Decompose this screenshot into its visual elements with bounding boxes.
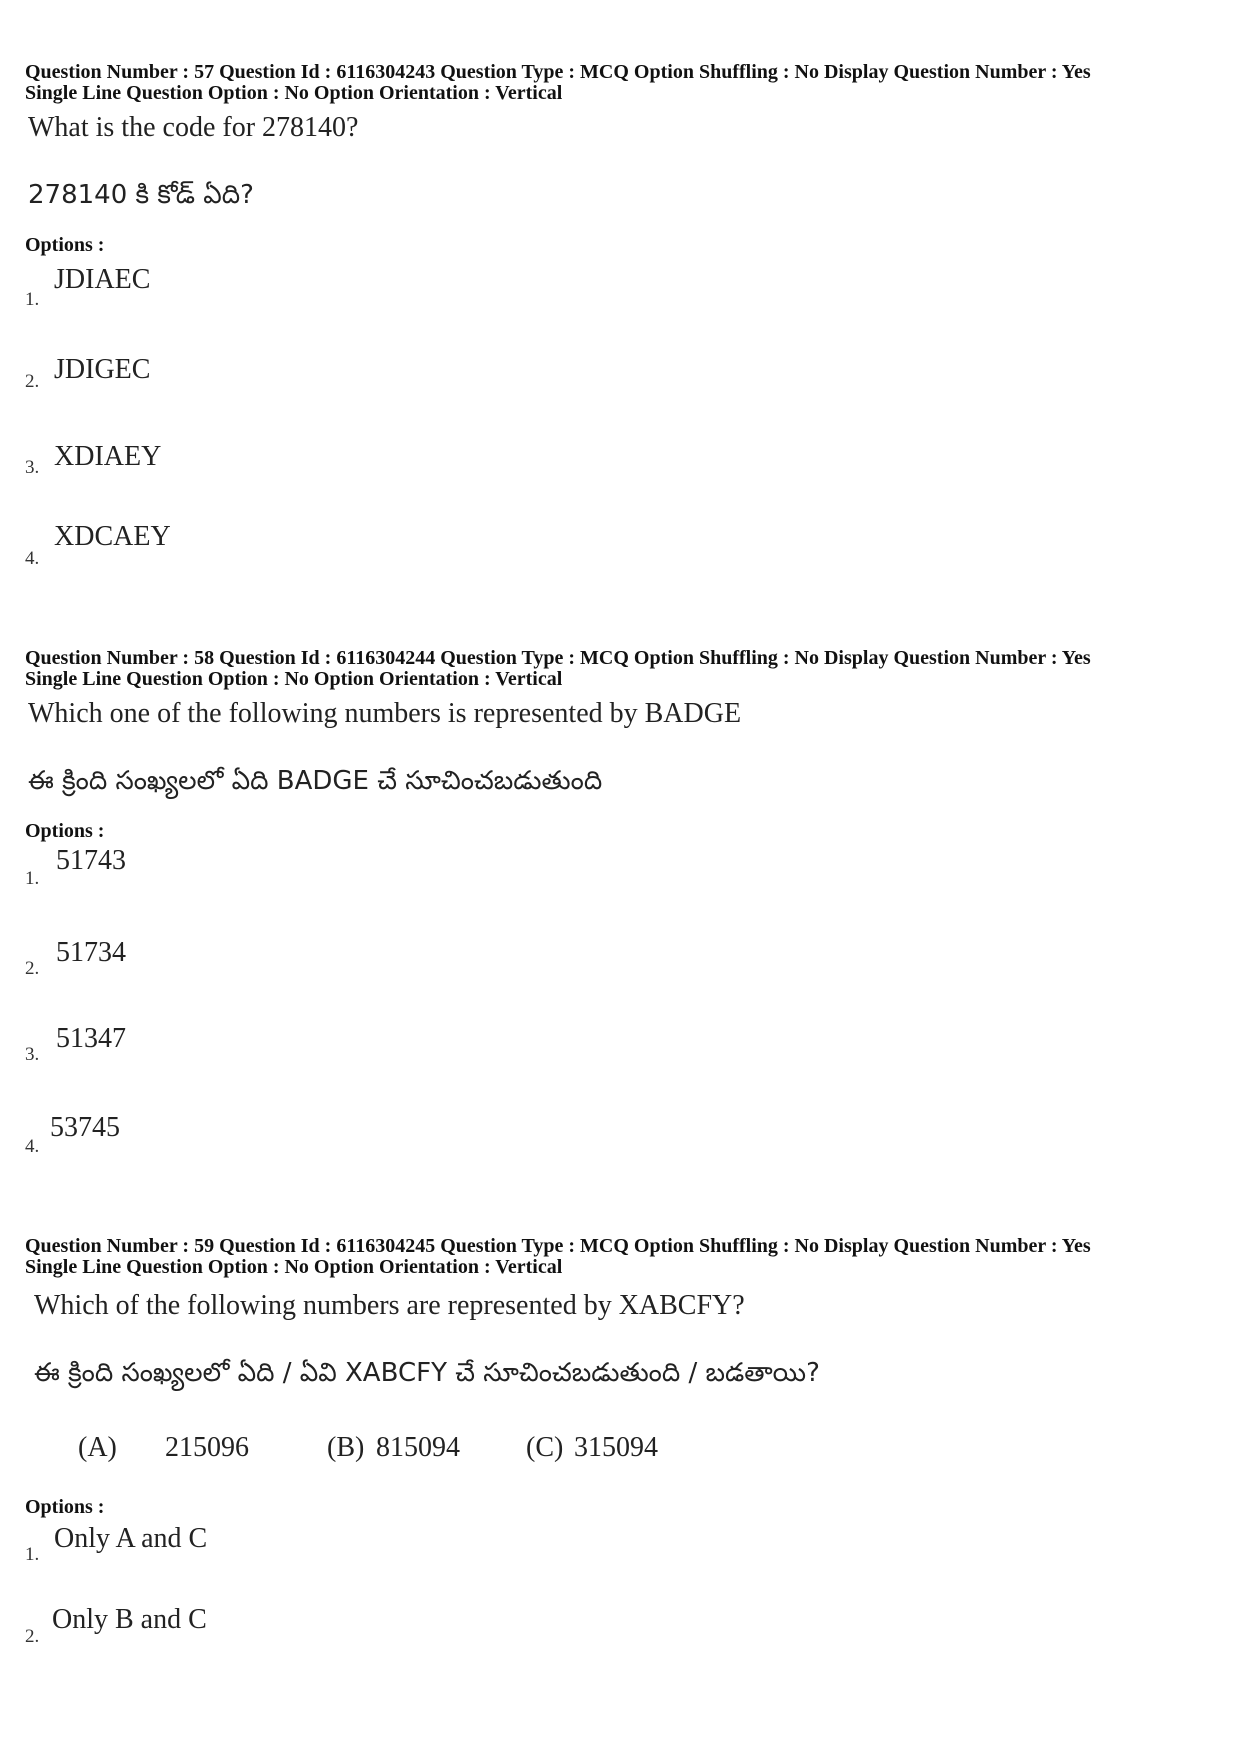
option-number: 2. [25,371,40,392]
option-text: Only A and C [54,1523,208,1554]
question-meta-line1: Question Number : 58 Question Id : 6116304244 Question Type : MCQ Option Shuffling : No Display Question Number : Yes [25,647,1091,669]
option-text: XDIAEY [54,441,162,472]
option-text: 51734 [56,937,126,968]
question-text-telugu: ఈ క్రింది సంఖ్యలలో ఏది / ఏవి XABCFY చే సూచించబడుతుంది / బడతాయి? [34,1358,820,1388]
question-text-english: What is the code for 278140? [28,112,359,143]
option-number: 1. [25,1544,40,1565]
choice-a-value: 215096 [165,1432,249,1463]
option-text: JDIAEC [54,264,151,295]
choice-c-label: (C) [526,1432,564,1463]
choice-a-label: (A) [78,1432,117,1463]
question-meta-line2: Single Line Question Option : No Option Orientation : Vertical [25,82,563,104]
option-number: 1. [25,868,40,889]
question-text-telugu: 278140 కి కోడ్ ఏది? [28,180,254,210]
option-number: 1. [25,289,40,310]
option-number: 2. [25,1626,40,1647]
option-text: XDCAEY [54,521,171,552]
option-number: 3. [25,1044,40,1065]
question-text-english: Which of the following numbers are represented by XABCFY? [34,1290,745,1321]
question-meta-line2: Single Line Question Option : No Option Orientation : Vertical [25,668,563,690]
option-number: 4. [25,1136,40,1157]
option-number: 2. [25,958,40,979]
option-text: 51743 [56,845,126,876]
question-text-english: Which one of the following numbers is represented by BADGE [28,698,742,729]
option-text: JDIGEC [54,354,151,385]
question-meta-line1: Question Number : 57 Question Id : 6116304243 Question Type : MCQ Option Shuffling : No Display Question Number : Yes [25,61,1091,83]
options-label: Options : [25,1496,105,1518]
choice-b-value: 815094 [376,1432,460,1463]
options-label: Options : [25,820,105,842]
option-text: 53745 [50,1112,120,1143]
question-text-telugu: ఈ క్రింది సంఖ్యలలో ఏది BADGE చే సూచించబడుతుంది [28,766,603,796]
question-meta-line2: Single Line Question Option : No Option Orientation : Vertical [25,1256,563,1278]
option-number: 4. [25,548,40,569]
choice-b-label: (B) [327,1432,365,1463]
choice-c-value: 315094 [574,1432,658,1463]
option-text: 51347 [56,1023,126,1054]
options-label: Options : [25,234,105,256]
option-number: 3. [25,457,40,478]
question-meta-line1: Question Number : 59 Question Id : 6116304245 Question Type : MCQ Option Shuffling : No Display Question Number : Yes [25,1235,1091,1257]
option-text: Only B and C [52,1604,207,1635]
